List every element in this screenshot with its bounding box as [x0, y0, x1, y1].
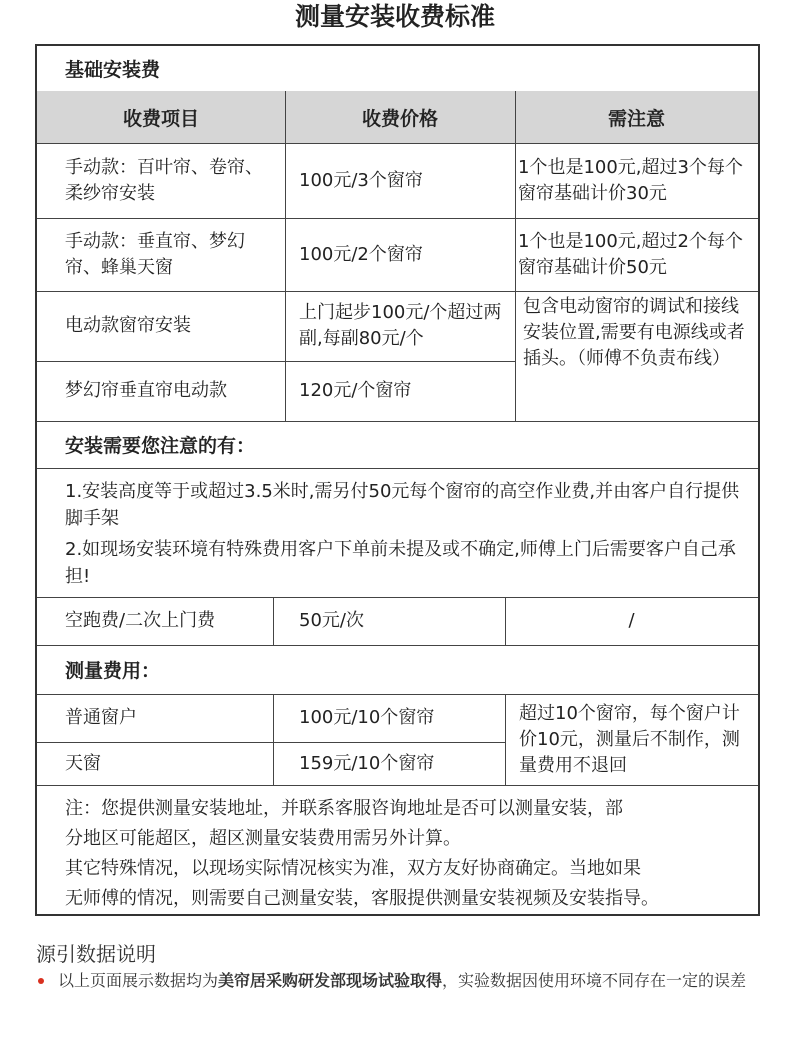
attention-line: 1.安装高度等于或超过3.5米时,需另付50元每个窗帘的高空作业费,并由客户自行提供脚手架: [65, 481, 740, 529]
source-text-after: ，实验数据因使用环境不同存在一定的误差: [442, 971, 747, 990]
footnote-line: 注：您提供测量安装地址，并联系客服咨询地址是否可以测量安装，部: [65, 798, 623, 819]
source-text-strong: 美帘居采购研发部现场试验取得: [218, 971, 443, 990]
measure-note: 超过10个窗帘，每个窗户计价10元，测量后不制作，测量费用不退回: [519, 703, 740, 776]
measure-row-item: 普通窗户: [65, 707, 137, 728]
row-price: 100元/3个窗帘: [299, 169, 423, 191]
measure-row-price: 100元/10个窗帘: [299, 707, 435, 728]
row-item: 手动款：垂直帘、梦幻帘、蜂巢天窗: [65, 230, 245, 278]
bullet-dot-icon: [38, 978, 44, 984]
empty-run-label: 空跑费/二次上门费: [65, 610, 216, 631]
attention-line: 2.如现场安装环境有特殊费用客户下单前未提及或不确定,师傅上门后需要客户自己承担!: [65, 539, 736, 587]
measure-row-price: 159元/10个窗帘: [299, 752, 435, 774]
source-text-before: 以上页面展示数据均为: [58, 971, 219, 990]
footnote-line: 其它特殊情况，以现场实际情况核实为准，双方友好协商确定。当地如果: [65, 858, 641, 879]
footnote-line: 分地区可能超区，超区测量安装费用需另外计算。: [65, 828, 461, 849]
row-price: 120元/个窗帘: [299, 380, 412, 401]
row-item: 梦幻帘垂直帘电动款: [65, 380, 227, 401]
empty-run-note: /: [628, 610, 635, 631]
footnote: [65, 794, 755, 914]
base-section-title: 基础安装费: [65, 59, 161, 81]
row-item: 手动款：百叶帘、卷帘、柔纱帘安装: [65, 156, 263, 204]
measure-section-title: 测量费用：: [65, 660, 161, 682]
row-note: 1个也是100元,超过3个每个窗帘基础计价30元: [518, 156, 743, 204]
row-note: 1个也是100元,超过2个每个窗帘基础计价50元: [518, 230, 743, 278]
electric-note: 包含电动窗帘的调试和接线安装位置,需要有电源线或者插头。（师傅不负责布线）: [523, 296, 745, 369]
attention-section-title: 安装需要您注意的有：: [65, 435, 256, 457]
header-note: 需注意: [607, 107, 665, 130]
row-price: 100元/2个窗帘: [299, 243, 423, 265]
source-title: 源引数据说明: [36, 942, 156, 966]
measure-row-item: 天窗: [65, 752, 101, 774]
header-item: 收费项目: [122, 107, 199, 130]
source-text: [58, 968, 768, 994]
page-title: 测量安装收费标准: [294, 2, 495, 31]
footnote-line: 无师傅的情况，则需要自己测量安装，客服提供测量安装视频及安装指导。: [65, 888, 659, 909]
row-price: 上门起步100元/个超过两副,每副80元/个: [299, 302, 502, 349]
row-item: 电动款窗帘安装: [65, 315, 191, 336]
header-price: 收费价格: [361, 107, 438, 130]
fee-table: [35, 44, 760, 916]
empty-run-price: 50元/次: [299, 610, 364, 631]
